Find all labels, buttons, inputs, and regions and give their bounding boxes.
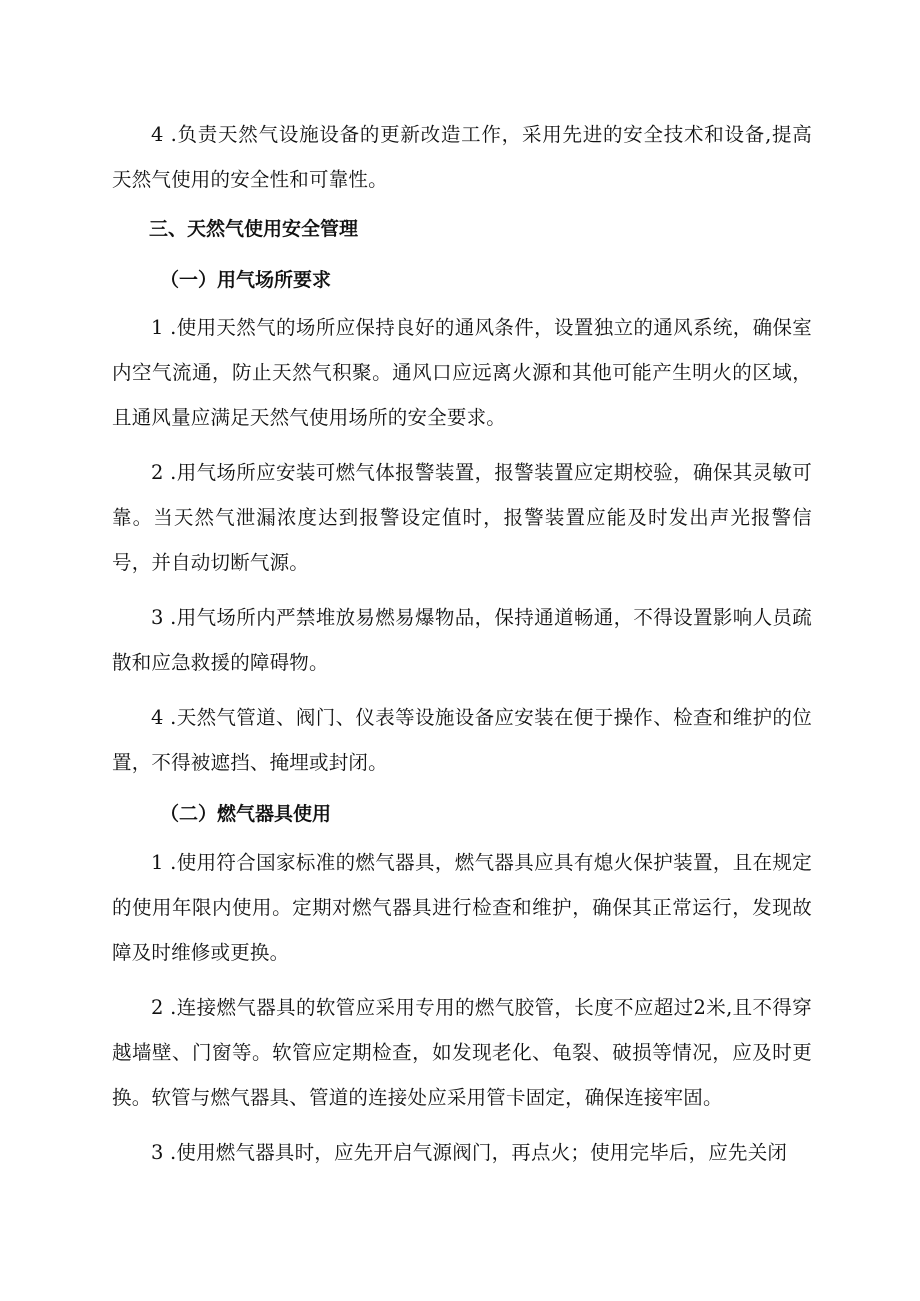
subsection-heading-venue-requirements: （一）用气场所要求: [160, 269, 332, 291]
paragraph-venue-1: 1 .使用天然气的场所应保持良好的通风条件，设置独立的通风系统，确保室内空气流通，防止天然气积聚。通风口应远离火源和其他可能产生明火的区域，且通风量应满足天然气使用场所的安全要求。: [112, 316, 812, 429]
paragraph-appliance-2: 2 .连接燃气器具的软管应采用专用的燃气胶管，长度不应超过2米,且不得穿越墙壁、门窗等。软管应定期检查，如发现老化、龟裂、破损等情况，应及时更换。软管与燃气器具、管道的连接处应采用管卡固定，确保连接牢固。: [112, 996, 812, 1109]
paragraph-appliance-1: 1 .使用符合国家标准的燃气器具，燃气器具应具有熄火保护装置，且在规定的使用年限内使用。定期对燃气器具进行检查和维护，确保其正常运行，发现故障及时维修或更换。: [112, 851, 812, 964]
paragraph-venue-3: 3 .用气场所内严禁堆放易燃易爆物品，保持通道畅通，不得设置影响人员疏散和应急救援的障碍物。: [112, 606, 812, 674]
section-heading-3: 三、天然气使用安全管理: [149, 218, 359, 240]
paragraph-venue-2: 2 .用气场所应安装可燃气体报警装置，报警装置应定期校验，确保其灵敏可靠。当天然气泄漏浓度达到报警设定值时，报警装置应能及时发出声光报警信号，并自动切断气源。: [112, 461, 812, 574]
paragraph-appliance-3: 3 .使用燃气器具时，应先开启气源阀门，再点火；使用完毕后，应先关闭: [151, 1141, 788, 1164]
paragraph-responsibility-4: 4 .负责天然气设施设备的更新改造工作，采用先进的安全技术和设备,提高天然气使用的安全性和可靠性。: [112, 123, 812, 191]
subsection-heading-appliance-use: （二）燃气器具使用: [160, 803, 332, 825]
paragraph-venue-4: 4 .天然气管道、阀门、仪表等设施设备应安装在便于操作、检查和维护的位置，不得被遮挡、掩埋或封闭。: [112, 706, 812, 774]
